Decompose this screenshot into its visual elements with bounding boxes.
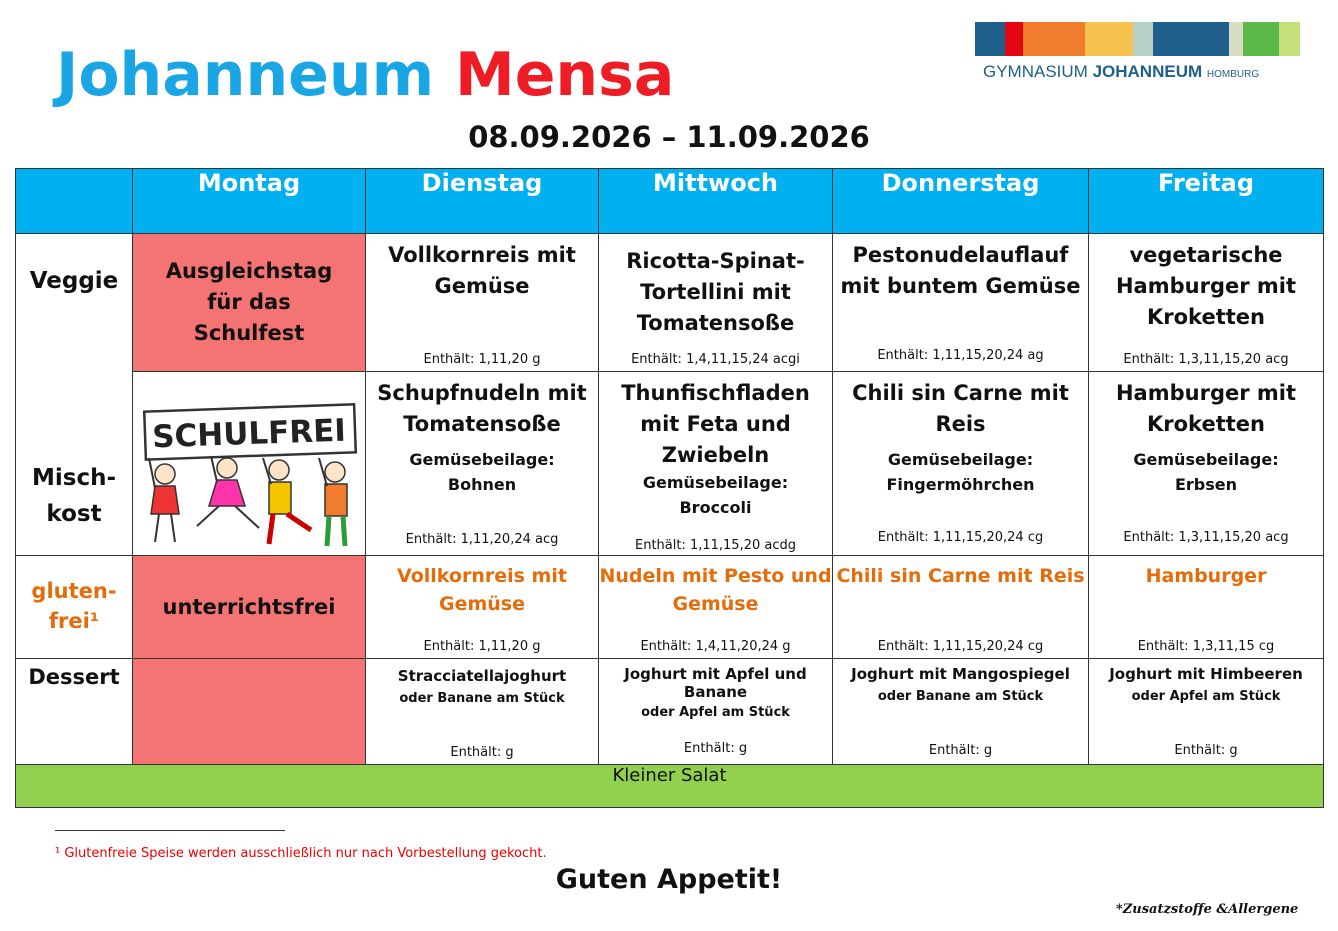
title-johanneum: Johanneum [56, 40, 435, 110]
side-dish: Erbsen [1174, 475, 1238, 494]
label-dessert: Dessert [28, 665, 120, 689]
dessert-cell [366, 659, 599, 765]
monday-veggie-cell [133, 234, 366, 372]
row-label-dessert [16, 659, 133, 765]
row-label-veggie-misch [16, 234, 133, 556]
allergens: Enthält: 1,11,15,20 acdg [634, 538, 797, 553]
corner-cell [16, 169, 133, 234]
dessert-name: Joghurt mit Himbeeren [1109, 665, 1303, 683]
glutenfrei-cell [599, 556, 833, 659]
dish-name: Hamburger mit Kroketten [1115, 381, 1297, 436]
label-glutenfrei: gluten- frei¹ [31, 579, 117, 633]
schulfrei-sign-text: SCHULFREI [151, 412, 346, 456]
glutenfrei-row [16, 556, 1324, 659]
side-label: Gemüsebeilage: [642, 473, 789, 492]
allergens: Enthält: 1,3,11,15 cg [1137, 639, 1275, 654]
veggie-cell [833, 234, 1089, 372]
veggie-cell [1089, 234, 1324, 372]
dessert-name: Joghurt mit Mangospiegel [851, 665, 1070, 683]
allergens: Enthält: 1,3,11,15,20 acg [1123, 352, 1289, 367]
schulfrei-illustration [141, 402, 358, 552]
dessert-name: Stracciatellajoghurt [397, 667, 567, 685]
mischkost-cell [1089, 372, 1324, 556]
school-logo [975, 22, 1300, 82]
dessert-alternative: oder Banane am Stück [877, 689, 1044, 704]
allergens: Enthält: 1,11,15,20,24 ag [877, 348, 1044, 363]
dish-name: Pestonudelauflauf mit buntem Gemüse [840, 243, 1081, 298]
dish-name: Schupfnudeln mit Tomatensoße [377, 381, 587, 436]
dish-name: Hamburger [1145, 565, 1267, 587]
monday-glutenfrei-cell [133, 556, 366, 659]
day-header-row [16, 169, 1324, 234]
allergens: Enthält: 1,11,20 g [423, 639, 541, 654]
dessert-alternative: oder Apfel am Stück [641, 705, 790, 720]
monday-mischkost-cell [133, 372, 366, 556]
dessert-cell [599, 659, 833, 765]
additives-note: *Zusatzstoffe &Allergene [1116, 902, 1299, 917]
day-header-montag: Montag [133, 169, 366, 234]
glutenfrei-cell [366, 556, 599, 659]
footnote-divider [55, 830, 285, 831]
glutenfrei-cell [833, 556, 1089, 659]
footnote-glutenfree: ¹ Glutenfreie Speise werden ausschließlich nur nach Vorbestellung gekocht. [55, 846, 547, 861]
week-dates: 08.09.2026 – 11.09.2026 [468, 120, 870, 154]
label-mischkost: Misch- kost [31, 465, 116, 527]
dish-name: Chili sin Carne mit Reis [836, 565, 1085, 587]
mischkost-cell [833, 372, 1089, 556]
glutenfrei-cell [1089, 556, 1324, 659]
day-header-donnerstag: Donnerstag [833, 169, 1089, 234]
veggie-cell [599, 234, 833, 372]
side-dish: Fingermöhrchen [886, 475, 1035, 494]
dessert-name: Joghurt mit Apfel und Banane [624, 665, 807, 701]
logo-color-bar [975, 22, 1300, 56]
dish-name: Vollkornreis mit Gemüse [388, 243, 576, 298]
dish-name: vegetarische Hamburger mit Kroketten [1115, 243, 1297, 329]
mischkost-cell [599, 372, 833, 556]
allergens: Enthält: 1,3,11,15,20 acg [1123, 530, 1289, 545]
day-header-dienstag: Dienstag [366, 169, 599, 234]
allergens: Enthält: g [928, 743, 993, 758]
dessert-cell [1089, 659, 1324, 765]
day-header-freitag: Freitag [1089, 169, 1324, 234]
allergens: Enthält: 1,11,20 g [423, 352, 541, 367]
allergens: Enthält: g [1174, 743, 1238, 758]
side-dish: Broccoli [679, 498, 752, 517]
side-dish: Bohnen [447, 475, 517, 494]
allergens: Enthält: g [450, 745, 514, 760]
veggie-row [16, 234, 1324, 372]
allergens: Enthält: 1,4,11,20,24 g [640, 639, 791, 654]
logo-text: GYMNASIUM JOHANNEUM HOMBURG [983, 62, 1260, 81]
allergens: Enthält: 1,11,15,20,24 cg [877, 639, 1044, 654]
monday-veggie-text: Ausgleichstag für das Schulfest [165, 259, 333, 345]
monday-dessert-cell [133, 659, 366, 765]
page-title [56, 40, 674, 110]
menu-table [15, 168, 1324, 808]
dessert-cell [833, 659, 1089, 765]
title-mensa: Mensa [455, 40, 675, 110]
side-label: Gemüsebeilage: [887, 450, 1034, 469]
label-veggie: Veggie [29, 268, 119, 294]
dish-name: Vollkornreis mit Gemüse [397, 565, 567, 615]
row-label-glutenfrei [16, 556, 133, 659]
salad-row [16, 765, 1324, 808]
dish-name: Chili sin Carne mit Reis [852, 381, 1069, 436]
day-header-mittwoch: Mittwoch [599, 169, 833, 234]
mischkost-cell [366, 372, 599, 556]
allergens: Enthält: g [683, 741, 748, 756]
greeting: Guten Appetit! [555, 864, 783, 895]
allergens: Enthält: 1,4,11,15,24 acgi [631, 352, 800, 367]
salad-cell: Kleiner Salat [16, 765, 1324, 808]
monday-unterrichtsfrei: unterrichtsfrei [162, 595, 336, 619]
dessert-row [16, 659, 1324, 765]
dish-name: Nudeln mit Pesto und Gemüse [599, 565, 832, 615]
dish-name: Thunfischfladen mit Feta und Zwiebeln [621, 381, 810, 467]
allergens: Enthält: 1,11,20,24 acg [405, 532, 559, 547]
mischkost-row [16, 372, 1324, 556]
allergens: Enthält: 1,11,15,20,24 cg [877, 530, 1044, 545]
schulfrei-image [141, 402, 358, 552]
dessert-alternative: oder Banane am Stück [399, 691, 565, 706]
dessert-alternative: oder Apfel am Stück [1131, 689, 1281, 704]
side-label: Gemüsebeilage: [409, 450, 555, 469]
side-label: Gemüsebeilage: [1133, 450, 1279, 469]
dish-name: Ricotta-Spinat-Tortellini mit Tomatensoße [626, 249, 805, 335]
veggie-cell [366, 234, 599, 372]
